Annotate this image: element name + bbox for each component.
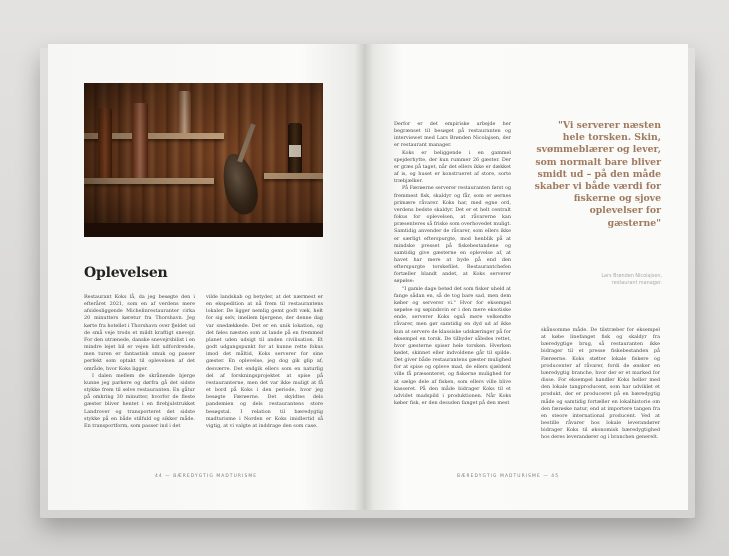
attribution-name: Lars Brønden Nicolajsen,	[601, 273, 662, 279]
body-paragraph: På Færøerne serverer restauranten først og fremmest fisk, skaldyr og får, som er øernes primære råvarer. Koks har, med egne ord, verdens bedste skaldyr. Det er et helt centralt fokus for oplevelsen, at råvarerne kan præsenteres så friske som overhovedet muligt. Samtidig anvender de råvarer, som ellers ikke er særligt efterspurgte, mod henblik på at mindske presset på fiskebestandene og samtidig give gæsterne en oplevelse af, at havet har mere at byde på end den efterspurgte torskefilet. Restaurantchefen fortæller blandt andet, at Koks serverer søpølse:	[394, 185, 511, 285]
body-paragraph: Koks er beliggende i en gammel spejderhytte, der kun rummer 26 gæster. Der er græs på taget, når det ellers ikke er dækket af is, og huset er konstrueret af store, sorte træbjælker.	[394, 149, 511, 185]
body-paragraph: Derfor er det empiriske arbejde her begrænset til besøget på restauranten og interviewet med Lars Brønden Nicolajsen, der er restaurant manager.	[394, 121, 511, 149]
pull-quote: "Vi serverer næsten hele torsken. Skin, svømmeblærer og lever, som normalt bare bliver smidt ud – på den måde skaber vi både værdi for fiskerne og sjove oplevelser for gæsterne"	[534, 120, 661, 229]
right-column-2	[541, 327, 660, 442]
quote-attribution	[560, 273, 662, 287]
body-paragraph: vilde landskab og betyder, at det nærmest er en ekspedition at nå frem til restaurantens lokaler. De ligger nemlig gemt godt væk, helt for sig selv, imellem bjergene, der denne dag var snedækkede. Det er en unik lokation, og det føles næsten som at lande på en fremmed planet uden udsigt til anden civilisation. Et godt udgangspunkt for at kunne rette fokus imod det måltid, Koks serverer for sine gæster. En oplevelse, jeg dog gik glip af, desværre. Det endgik ellers som en naturlig del af forskningsprojektet at spise på restauranterne, men det var ikke muligt at få et bord på Koks i den periode, hvor jeg besøgte Færøerne. Det skyldtes dels pandemien og dels restaurantens store besøgstal. I relation til bæredygtig madturisme i Norden er Koks imidlertid så vigtig, at vi valgte at inddrage den som case.	[206, 294, 323, 429]
section-heading: Oplevelsen	[84, 265, 168, 281]
body-paragraph: "I gamle dage betød det som fisker uheld at fange sådan en, så de tog bare sad, men dem køber og serverer vi." Hvor for eksempel søpølse og søpindsvin er i den mere eksotiske ende, serverer Koks også mere velkendte råvarer, men gør samtidig en dyd ud af ikke kun at servere de klassiske udskæringer på for eksempel en torsk. De tilbyder således rettet, hvor gæsterne spiser hele torsken. Hverken kødet, skinnet eller indvoldene går til spilde. Det giver både restaurantens gæster mulighed for at spise og opleve mad, de ellers sjældent ville få præsenteret, og fiskerne mulighed for at sælge dele af fisken, som ellers ville blive kasseret. På den måde bidrager Koks til et udvidet madspild i produktionen. Når Koks køber fisk, er den desuden fanget på den mest	[394, 285, 511, 407]
left-column-1	[84, 294, 195, 430]
left-column-2	[206, 294, 323, 430]
photo-floor	[84, 223, 323, 237]
photo-vignette	[84, 83, 323, 237]
right-column-1	[394, 121, 511, 407]
page-folio-left: 44 — BÆREDYGTIG MADTURISME	[155, 474, 258, 479]
page-folio-right: BÆREDYGTIG MADTURISME — 45	[457, 474, 560, 479]
restaurant-photo	[84, 83, 323, 237]
attribution-role: restaurant manager.	[611, 280, 662, 286]
body-paragraph: I dalen mellem de skrånende bjerge kunne jeg parkere og dørfra gå det sidste stykke frem til selve restauranten. En gåtur på omkring 30 minutter, hvorfor de fleste gæster bliver hentet i en firehjulstrukket Landrover og transporteret det sidste stykke på en både stilfuld og sikker måde. En transportform, som passer ind i det	[84, 372, 195, 429]
body-paragraph: Restaurant Koks lå, da jeg besøgte den i efteråret 2021, som en af verdens mere afsidesliggende Michelinrestauranter cirka 20 minutters køretur fra Thorshavn. Jeg kørte fra hotellet i Thorshavn over fjeldet ud de små veje trods et mildt kraftigt snevejr. For den utrænede, danske snevejrsbilist i en mindre lejet bil er vejen lidt udfordrende, men turen er fantastisk smuk og passer perfekt som optakt til oplevelsen af det område, hvor Koks ligger.	[84, 294, 195, 372]
body-paragraph: skånsomme måde. De tilstræber for eksempel at købe linefanget fisk og skaldyr fra bæredygtige brug, så restauranten ikke bidrager til et presse fiskebestanden på Færøerne. Koks støtter lokale fiskere og producenter af råvarer, fordi de ønsker en bæredygtig branche, hvor der er et marked for disse. For eksempel handler Koks heller med den lokale tangproducent, som har udviklet et produkt, der er produceret på en bæredygtig måde og samtidig fortæller en lokalhistorie om den færøske natur, end at importere tangen fra en steore international producent. Ved at bestille råvarer hos lokale leverandører bidrager Koks til økonomisk bæredygtighed hos deres leverandører og i branchen generelt.	[541, 327, 660, 441]
